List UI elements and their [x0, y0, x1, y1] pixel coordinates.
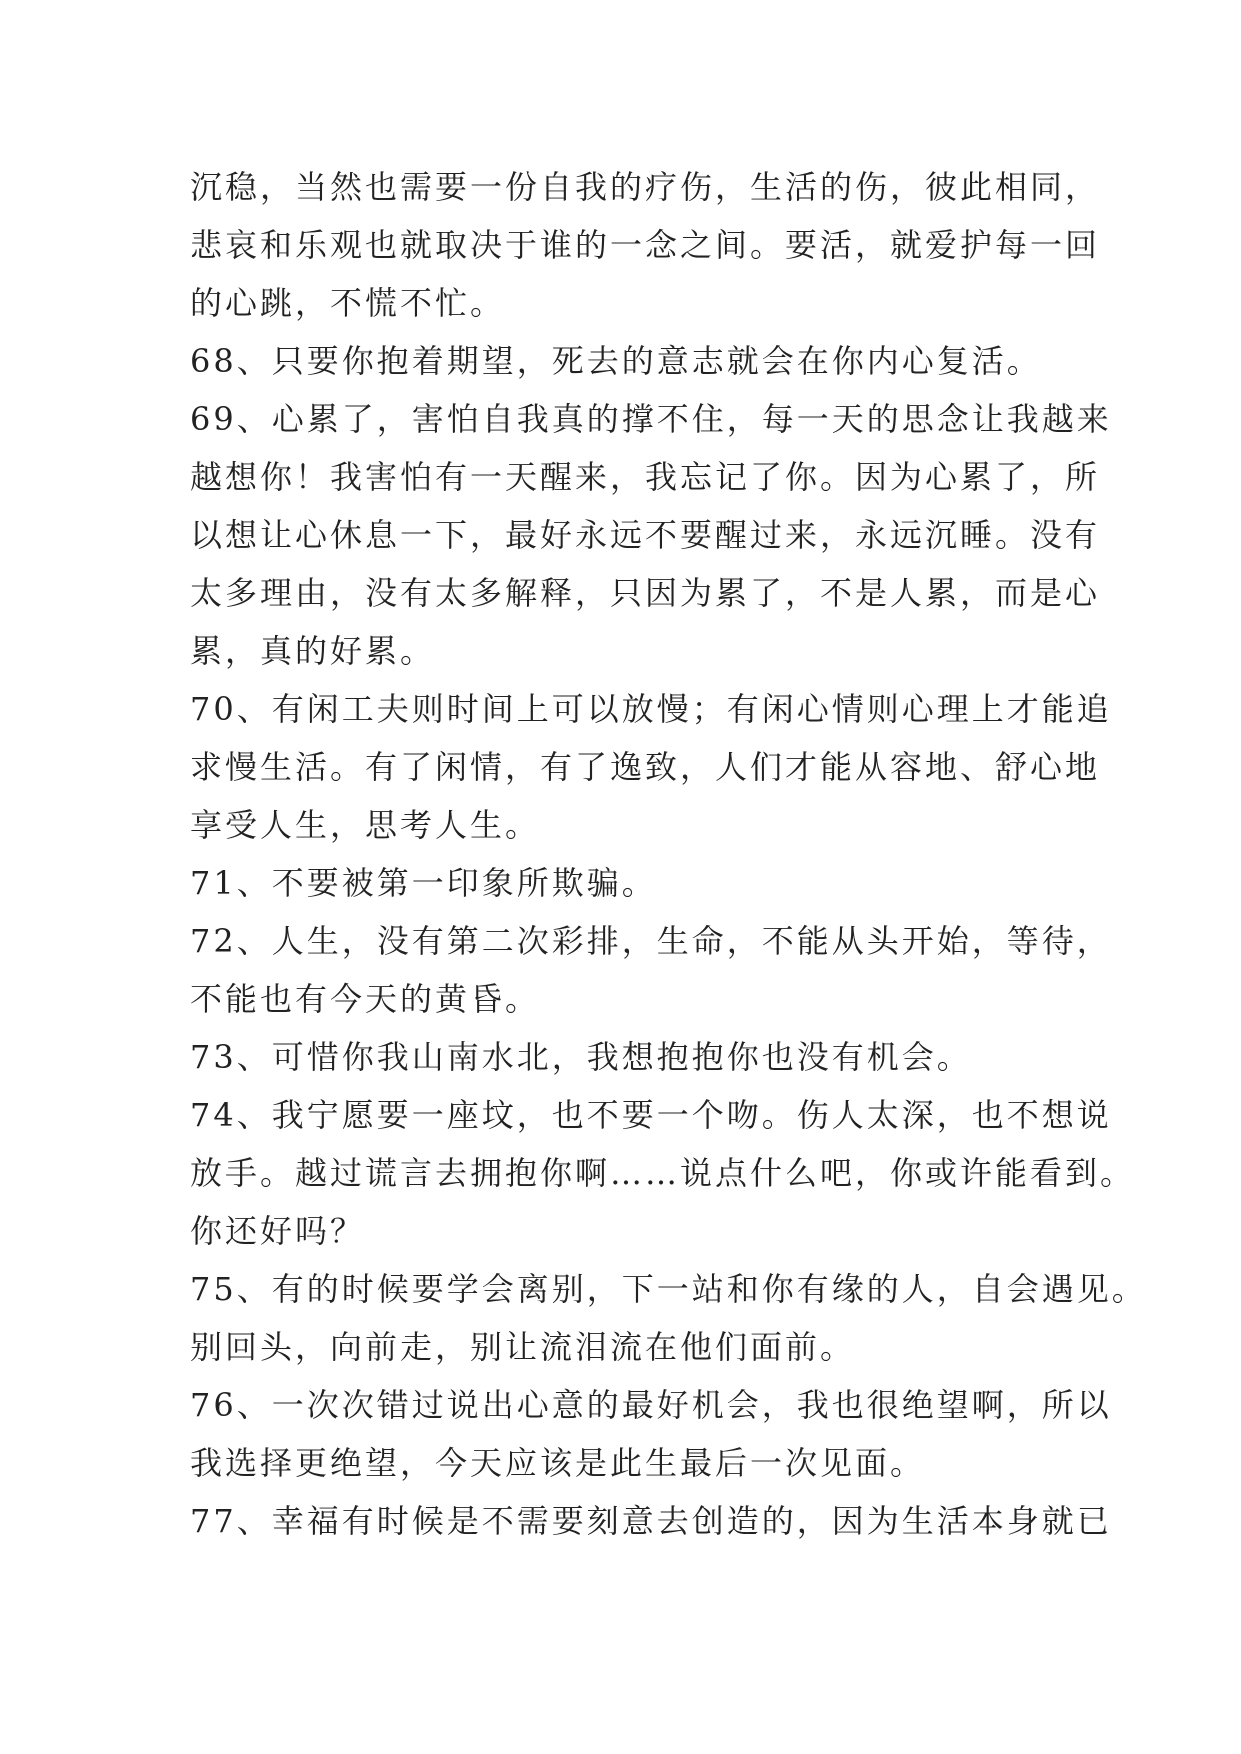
text-line: 累，真的好累。 — [190, 632, 436, 670]
text-line: 73、可惜你我山南水北，我想抱抱你也没有机会。 — [190, 1038, 972, 1076]
text-line: 75、有的时候要学会离别，下一站和你有缘的人，自会遇见。 — [190, 1270, 1147, 1308]
text-line: 越想你！我害怕有一天醒来，我忘记了你。因为心累了，所 — [190, 458, 1101, 496]
text-line: 77、幸福有时候是不需要刻意去创造的，因为生活本身就已 — [190, 1502, 1112, 1540]
text-line: 76、一次次错过说出心意的最好机会，我也很绝望啊，所以 — [190, 1386, 1112, 1424]
text-line: 74、我宁愿要一座坟，也不要一个吻。伤人太深，也不想说 — [190, 1096, 1112, 1134]
text-line: 我选择更绝望，今天应该是此生最后一次见面。 — [190, 1444, 926, 1482]
text-line: 悲哀和乐观也就取决于谁的一念之间。要活，就爱护每一回 — [190, 226, 1101, 264]
text-line: 71、不要被第一印象所欺骗。 — [190, 864, 657, 902]
text-line: 不能也有今天的黄昏。 — [190, 980, 541, 1018]
text-line: 72、人生，没有第二次彩排，生命，不能从头开始，等待， — [190, 922, 1112, 960]
text-line: 沉稳，当然也需要一份自我的疗伤，生活的伤，彼此相同， — [190, 168, 1101, 206]
text-line: 求慢生活。有了闲情，有了逸致，人们才能从容地、舒心地 — [190, 748, 1101, 786]
body-text — [190, 158, 1147, 1550]
text-line: 以想让心休息一下，最好永远不要醒过来，永远沉睡。没有 — [190, 516, 1101, 554]
text-line: 别回头，向前走，别让流泪流在他们面前。 — [190, 1328, 856, 1366]
text-line: 69、心累了，害怕自我真的撑不住，每一天的思念让我越来 — [190, 400, 1112, 438]
text-line: 太多理由，没有太多解释，只因为累了，不是人累，而是心 — [190, 574, 1101, 612]
text-line: 68、只要你抱着期望，死去的意志就会在你内心复活。 — [190, 342, 1042, 380]
text-line: 享受人生，思考人生。 — [190, 806, 541, 844]
text-line: 放手。越过谎言去拥抱你啊……说点什么吧，你或许能看到。 — [190, 1154, 1136, 1192]
text-line: 70、有闲工夫则时间上可以放慢；有闲心情则心理上才能追 — [190, 690, 1112, 728]
text-line: 的心跳，不慌不忙。 — [190, 284, 506, 322]
text-line: 你还好吗？ — [190, 1212, 366, 1250]
